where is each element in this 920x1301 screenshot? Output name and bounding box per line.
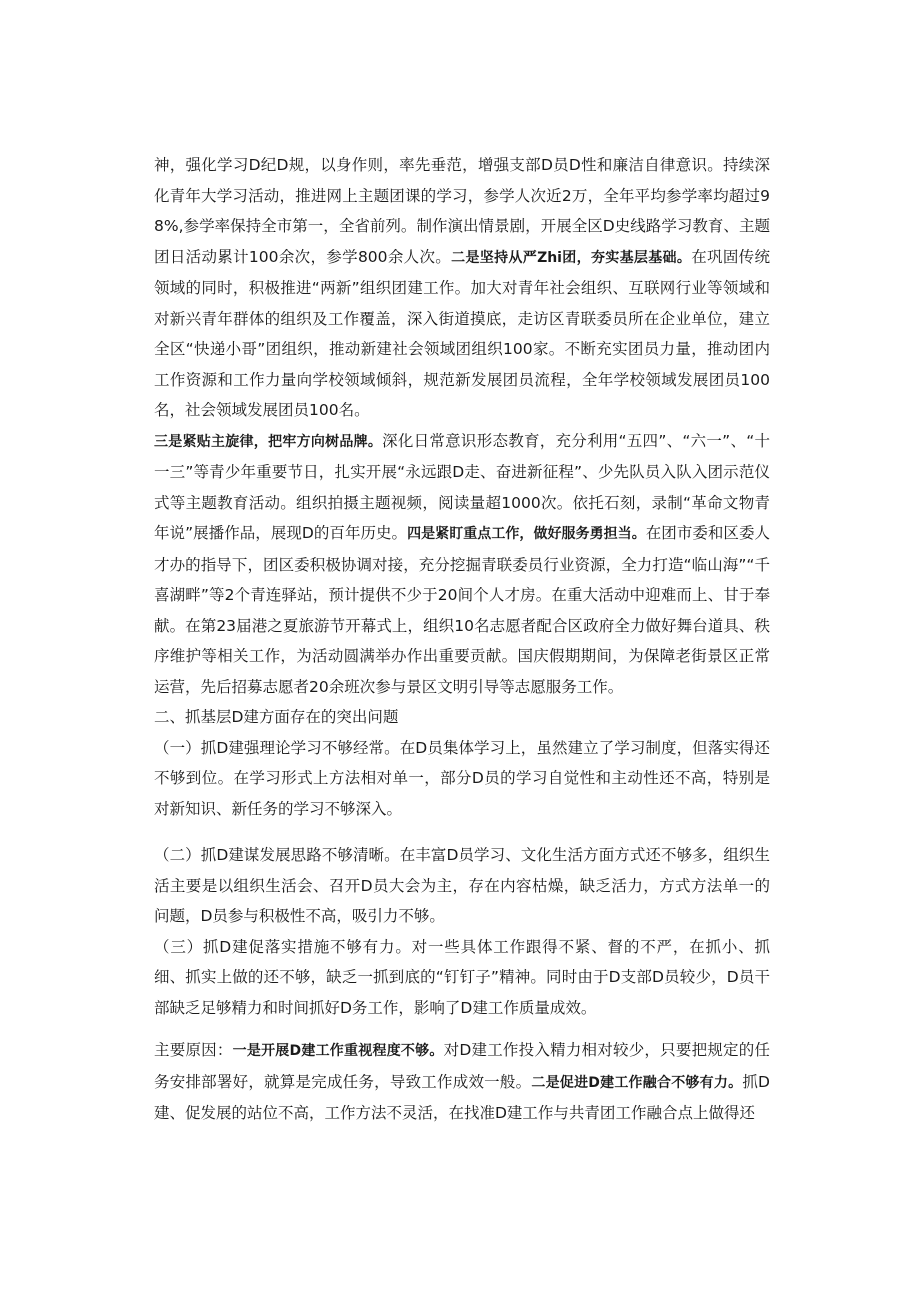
paragraph-main-reasons: 主要原因：一是开展D建工作重视程度不够。对D建工作投入精力相对较少，只要把规定的任务安排部署好，就算是完成任务，导致工作成效一般。二是促进D建工作融合不够有力。抓D建、促发展的站位不高，工作方法不灵活，在找准D建工作与共青团工作融合点上做得还 xyxy=(154,1041,770,1122)
document-body xyxy=(154,150,770,1129)
issue-paragraph-1: （一）抓D建强理论学习不够经常。在D员集体学习上，虽然建立了学习制度，但落实得还不够到位。在学习形式上方法相对单一，部分D员的学习自觉性和主动性还不高，特别是对新知识、新任务的学习不够深入。 xyxy=(154,738,770,818)
paragraph-achievements-2: 三是紧贴主旋律，把牢方向树品牌。深化日常意识形态教育，充分利用“五四”、“六一”、“十一三”等青少年重要节日，扎实开展“永远跟D走、奋进新征程”、少先队员入队入团示范仪式等主题教育活动。组织拍摄主题视频，阅读量超1000次。依托石刻，录制“革命文物青年说”展播作品，展现D的百年历史。四是紧盯重点工作，做好服务勇担当。在团市委和区委人才办的指导下，团区委积极协调对接，充分挖掘青联委员行业资源，全力打造“临山海”“千喜湖畔”等2个青连驿站，预计提供不少于20间个人才房。在重大活动中迎难而上、甘于奉献。在第23届港之夏旅游节开幕式上，组织10名志愿者配合区政府全力做好舞台道具、秩序维护等相关工作，为活动圆满举办作出重要贡献。国庆假期期间，为保障老街景区正常运营，先后招募志愿者20余班次参与景区文明引导等志愿服务工作。 xyxy=(154,431,771,696)
bold-reason-two: 二是促进D建工作融合不够有力。 xyxy=(531,1074,743,1091)
bold-reason-one: 一是开展D建工作重视程度不够。 xyxy=(232,1043,444,1059)
issue-paragraph-2: （二）抓D建谋发展思路不够清晰。在丰富D员学习、文化生活方面方式还不够多，组织生活主要是以组织生活会、召开D员大会为主，存在内容枯燥，缺乏活力，方式方法单一的问题，D员参与积极性不高，吸引力不够。 xyxy=(154,846,770,925)
paragraph-achievements-1: 神，强化学习D纪D规，以身作则，率先垂范，增强支部D员D性和廉洁自律意识。持续深化青年大学习活动，推进网上主题团课的学习，参学人次近2万，全年平均参学率均超过98%,参学率保持全市第一，全省前列。制作演出情景剧，开展全区D史线路学习教育、主题团日活动累计100余次，参学800余人次。二是坚持从严Zhi团，夯实基层基础。在巩固传统领域的同时，积极推进“两新”组织团建工作。加大对青年社会组织、互联网行业等领域和对新兴青年群体的组织及工作覆盖，深入街道摸底，走访区青联委员所在企业单位，建立全区“快递小哥”团组织，推动新建社会领域团组织100家。不断充实团员力量，推动团内工作资源和工作力量向学校领域倾斜，规范新发展团员流程，全年学校领域发展团员100名，社会领域发展团员100名。 xyxy=(154,156,770,419)
section-heading-problems: 二、抓基层D建方面存在的突出问题 xyxy=(154,708,399,726)
issue-paragraph-3: （三）抓D建促落实措施不够有力。对一些具体工作跟得不紧、督的不严，在抓小、抓细、抓实上做的还不够，缺乏一抓到底的“钉钉子”精神。同时由于D支部D员较少，D员干部缺乏足够精力和时间抓好D务工作，影响了D建工作质量成效。 xyxy=(154,937,770,1017)
bold-point-two: 二是坚持从严Zhi团，夯实基层基础。 xyxy=(451,249,692,266)
bold-point-four: 四是紧盯重点工作，做好服务勇担当。 xyxy=(407,526,646,542)
bold-point-three: 三是紧贴主旋律，把牢方向树品牌。 xyxy=(154,433,383,450)
